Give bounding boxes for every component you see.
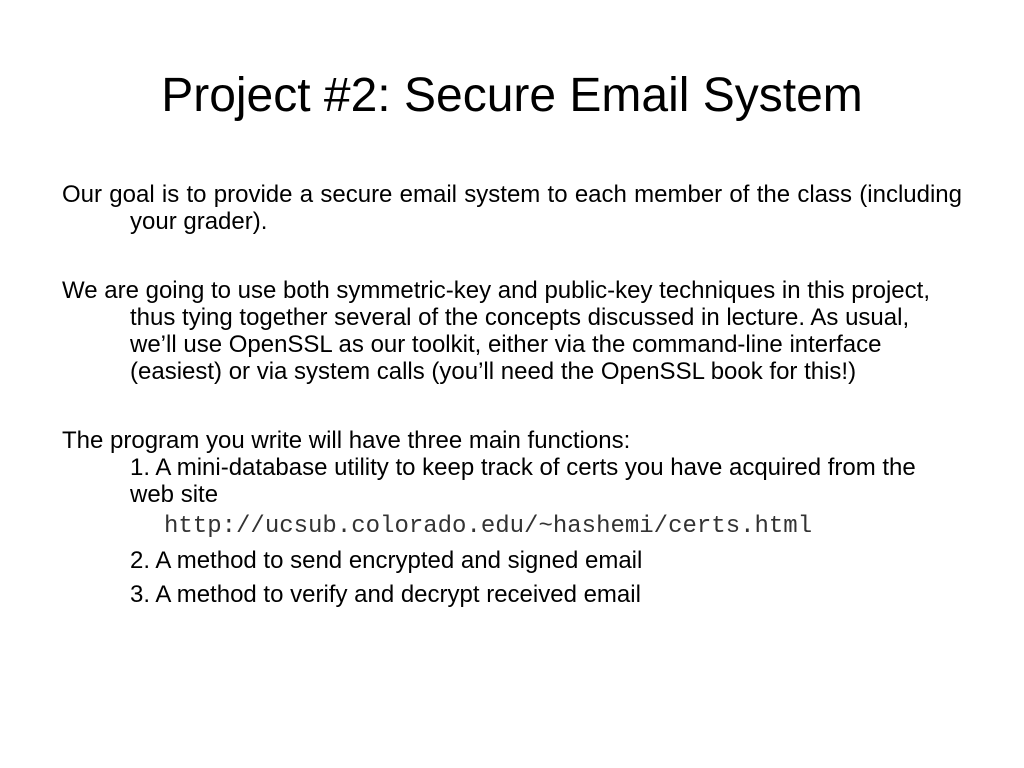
function-item-3: 3. A method to verify and decrypt received email [130, 581, 641, 608]
paragraph-techniques: We are going to use both symmetric-key and public-key techniques in this project, thus tying together several of the concepts discussed in lecture. As usual, we’ll use OpenSSL as our toolkit, either via the command-line interface (easiest) or via system calls (you’ll need the OpenSSL book for this!) [62, 277, 930, 385]
paragraph-goal: Our goal is to provide a secure email system to each member of the class (including your grader). [62, 181, 962, 235]
paragraph-functions-intro: The program you write will have three main functions: [62, 427, 631, 454]
function-item-1: 1. A mini-database utility to keep track of certs you have acquired from the web site [130, 454, 916, 508]
function-item-2: 2. A method to send encrypted and signed email [130, 547, 643, 574]
slide-body [62, 181, 962, 608]
slide-title: Project #2: Secure Email System [161, 69, 863, 122]
certs-url: http://ucsub.colorado.edu/~hashemi/certs.html [164, 513, 813, 540]
